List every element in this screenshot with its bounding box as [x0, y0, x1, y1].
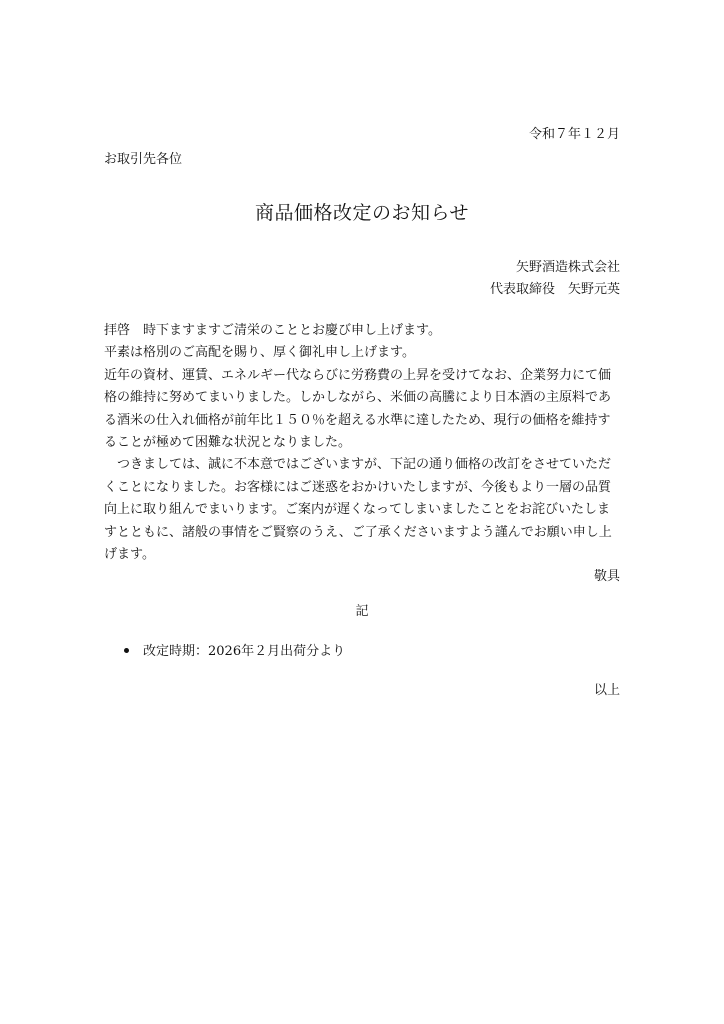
paragraph-request: つきましては、誠に不本意ではございますが、下記の通り価格の改訂をさせていただくことになりました。お客様にはご迷惑をおかけいたしますが、今後もより一層の品質向上に取り組んでまいります。ご案内が遅くなってしまいましたことをお詫びいたしますとともに、諸般の事情をご賢察のうえ、ご了承くださいますよう謹んでお願い申し上げます。 [104, 457, 612, 563]
opening-line: 拝啓 時下ますますご清栄のこととお慶び申し上げます。 [104, 323, 441, 338]
document-title: 商品価格改定のお知らせ [255, 202, 469, 224]
closing-salutation: 敬具 [593, 569, 620, 585]
notes-heading: 記 [355, 604, 369, 619]
thanks-line: 平素は格別のご高配を賜り、厚く御礼申し上げます。 [104, 345, 415, 361]
issue-date: 令和７年１２月 [528, 127, 620, 142]
sender-company: 矢野酒造株式会社 [515, 260, 620, 275]
notes-end: 以上 [593, 683, 620, 698]
revision-date-text: 改定時期：2026年２月出荷分より [143, 644, 346, 659]
recipient: お取引先各位 [104, 152, 183, 167]
sender-representative: 代表取締役 矢野元英 [489, 282, 620, 297]
letter-body [104, 320, 620, 589]
bullet-icon [124, 648, 129, 653]
list-item [124, 640, 345, 659]
paragraph-reason: 近年の資材、運賃、エネルギー代ならびに労務費の上昇を受けてなお、企業努力にて価格の維持に努めてまいりました。しかしながら、米価の高騰により日本酒の主原料である酒米の仕入れ価格が前年比１５０％を超える水準に達したため、現行の価格を維持することが極めて困難な状況となりました。 [104, 367, 612, 451]
